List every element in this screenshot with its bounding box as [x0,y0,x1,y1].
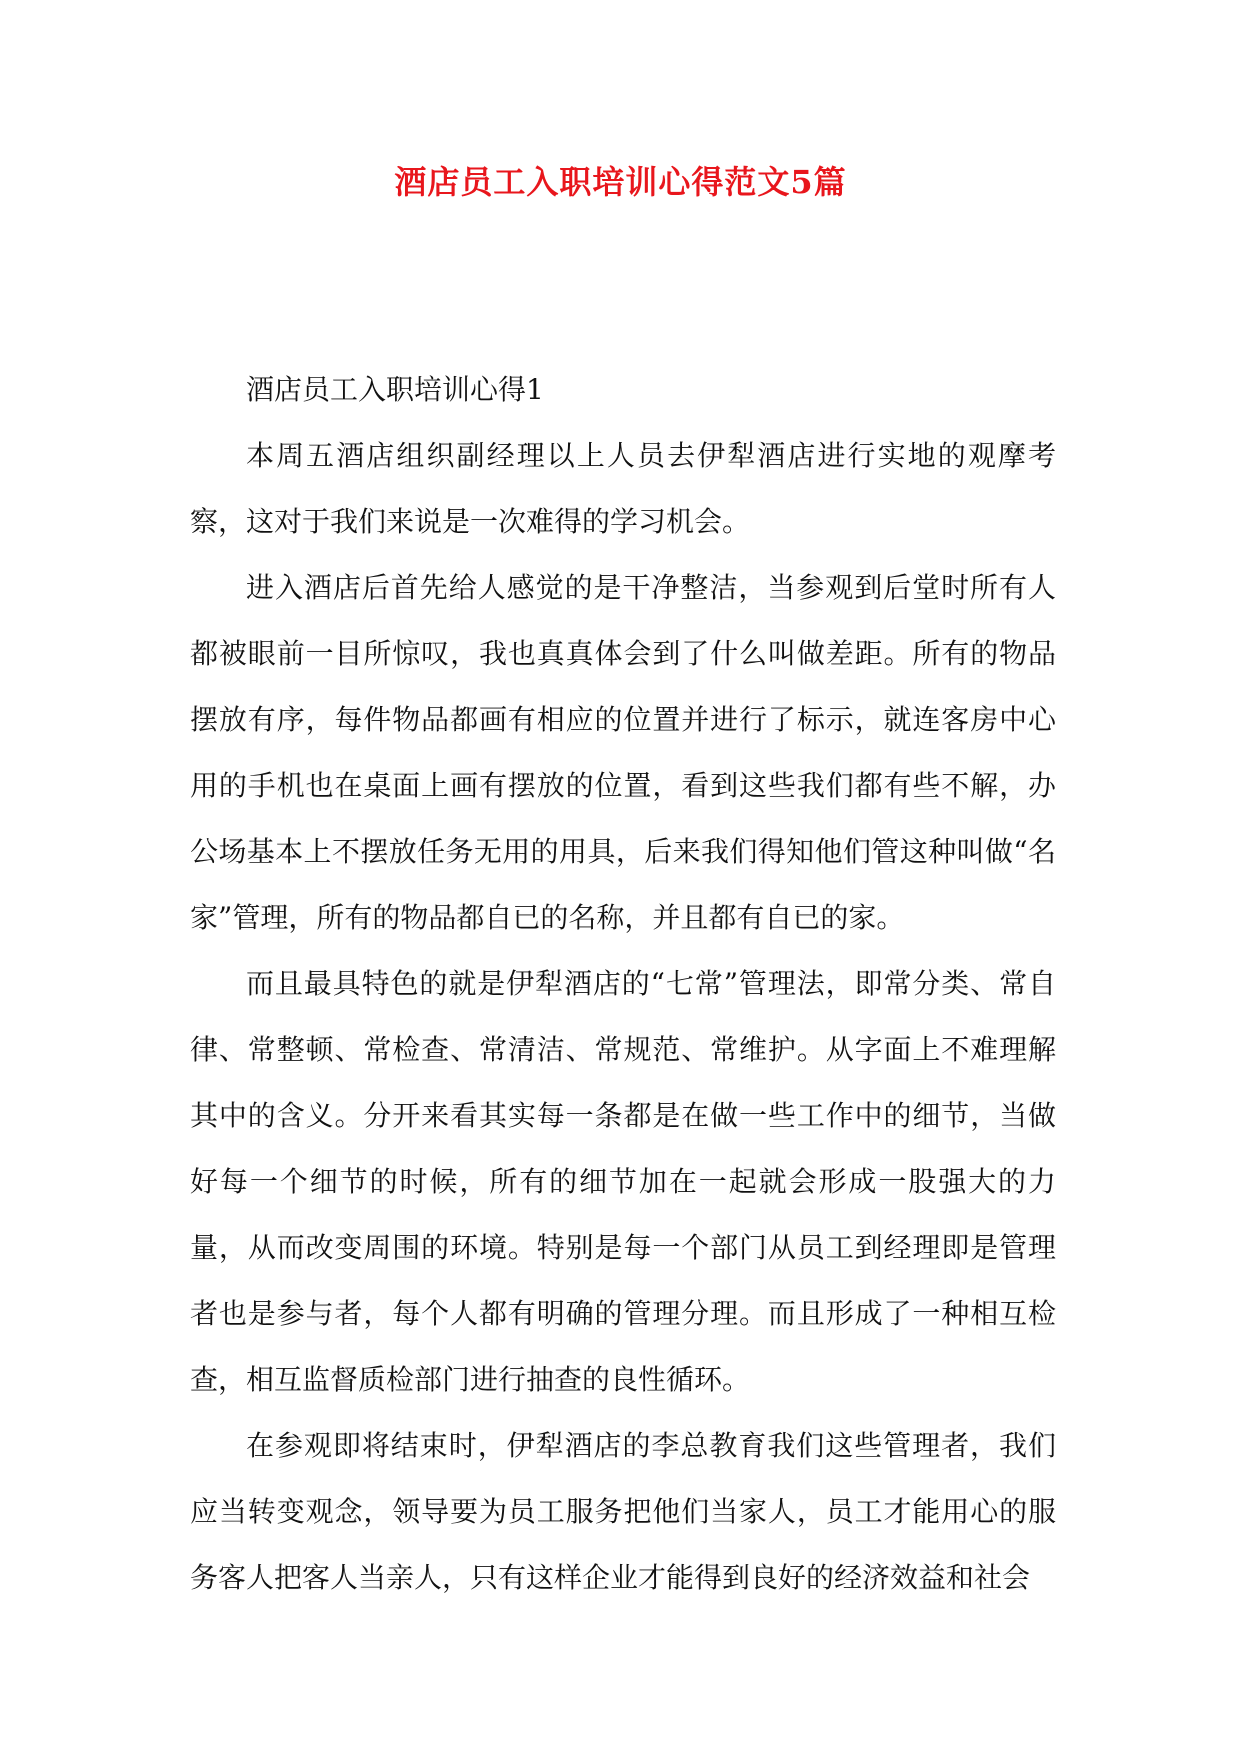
paragraph: 在参观即将结束时，伊犁酒店的李总教育我们这些管理者，我们应当转变观念，领导要为员工服务把他们当家人，员工才能用心的服务客人把客人当亲人，只有这样企业才能得到良好的经济效益和社会 [190,1429,1056,1594]
paragraph: 进入酒店后首先给人感觉的是干净整洁，当参观到后堂时所有人都被眼前一目所惊叹，我也真真体会到了什么叫做差距。所有的物品摆放有序，每件物品都画有相应的位置并进行了标示，就连客房中心用的手机也在桌面上画有摆放的位置，看到这些我们都有些不解，办公场基本上不摆放任务无用的用具，后来我们得知他们管这种叫做“名家”管理，所有的物品都自已的名称，并且都有自已的家。 [190,571,1056,934]
document-title: 酒店员工入职培训心得范文5篇 [394,163,847,201]
section-heading: 酒店员工入职培训心得1 [246,373,544,406]
paragraph: 本周五酒店组织副经理以上人员去伊犁酒店进行实地的观摩考察，这对于我们来说是一次难得的学习机会。 [190,439,1056,538]
document-body [190,357,1056,1611]
paragraph: 而且最具特色的就是伊犁酒店的“七常”管理法，即常分类、常自律、常整顿、常检查、常清洁、常规范、常维护。从字面上不难理解其中的含义。分开来看其实每一条都是在做一些工作中的细节，当做好每一个细节的时候，所有的细节加在一起就会形成一股强大的力量，从而改变周围的环境。特别是每一个部门从员工到经理即是管理者也是参与者，每个人都有明确的管理分理。而且形成了一种相互检查，相互监督质检部门进行抽查的良性循环。 [190,967,1056,1396]
